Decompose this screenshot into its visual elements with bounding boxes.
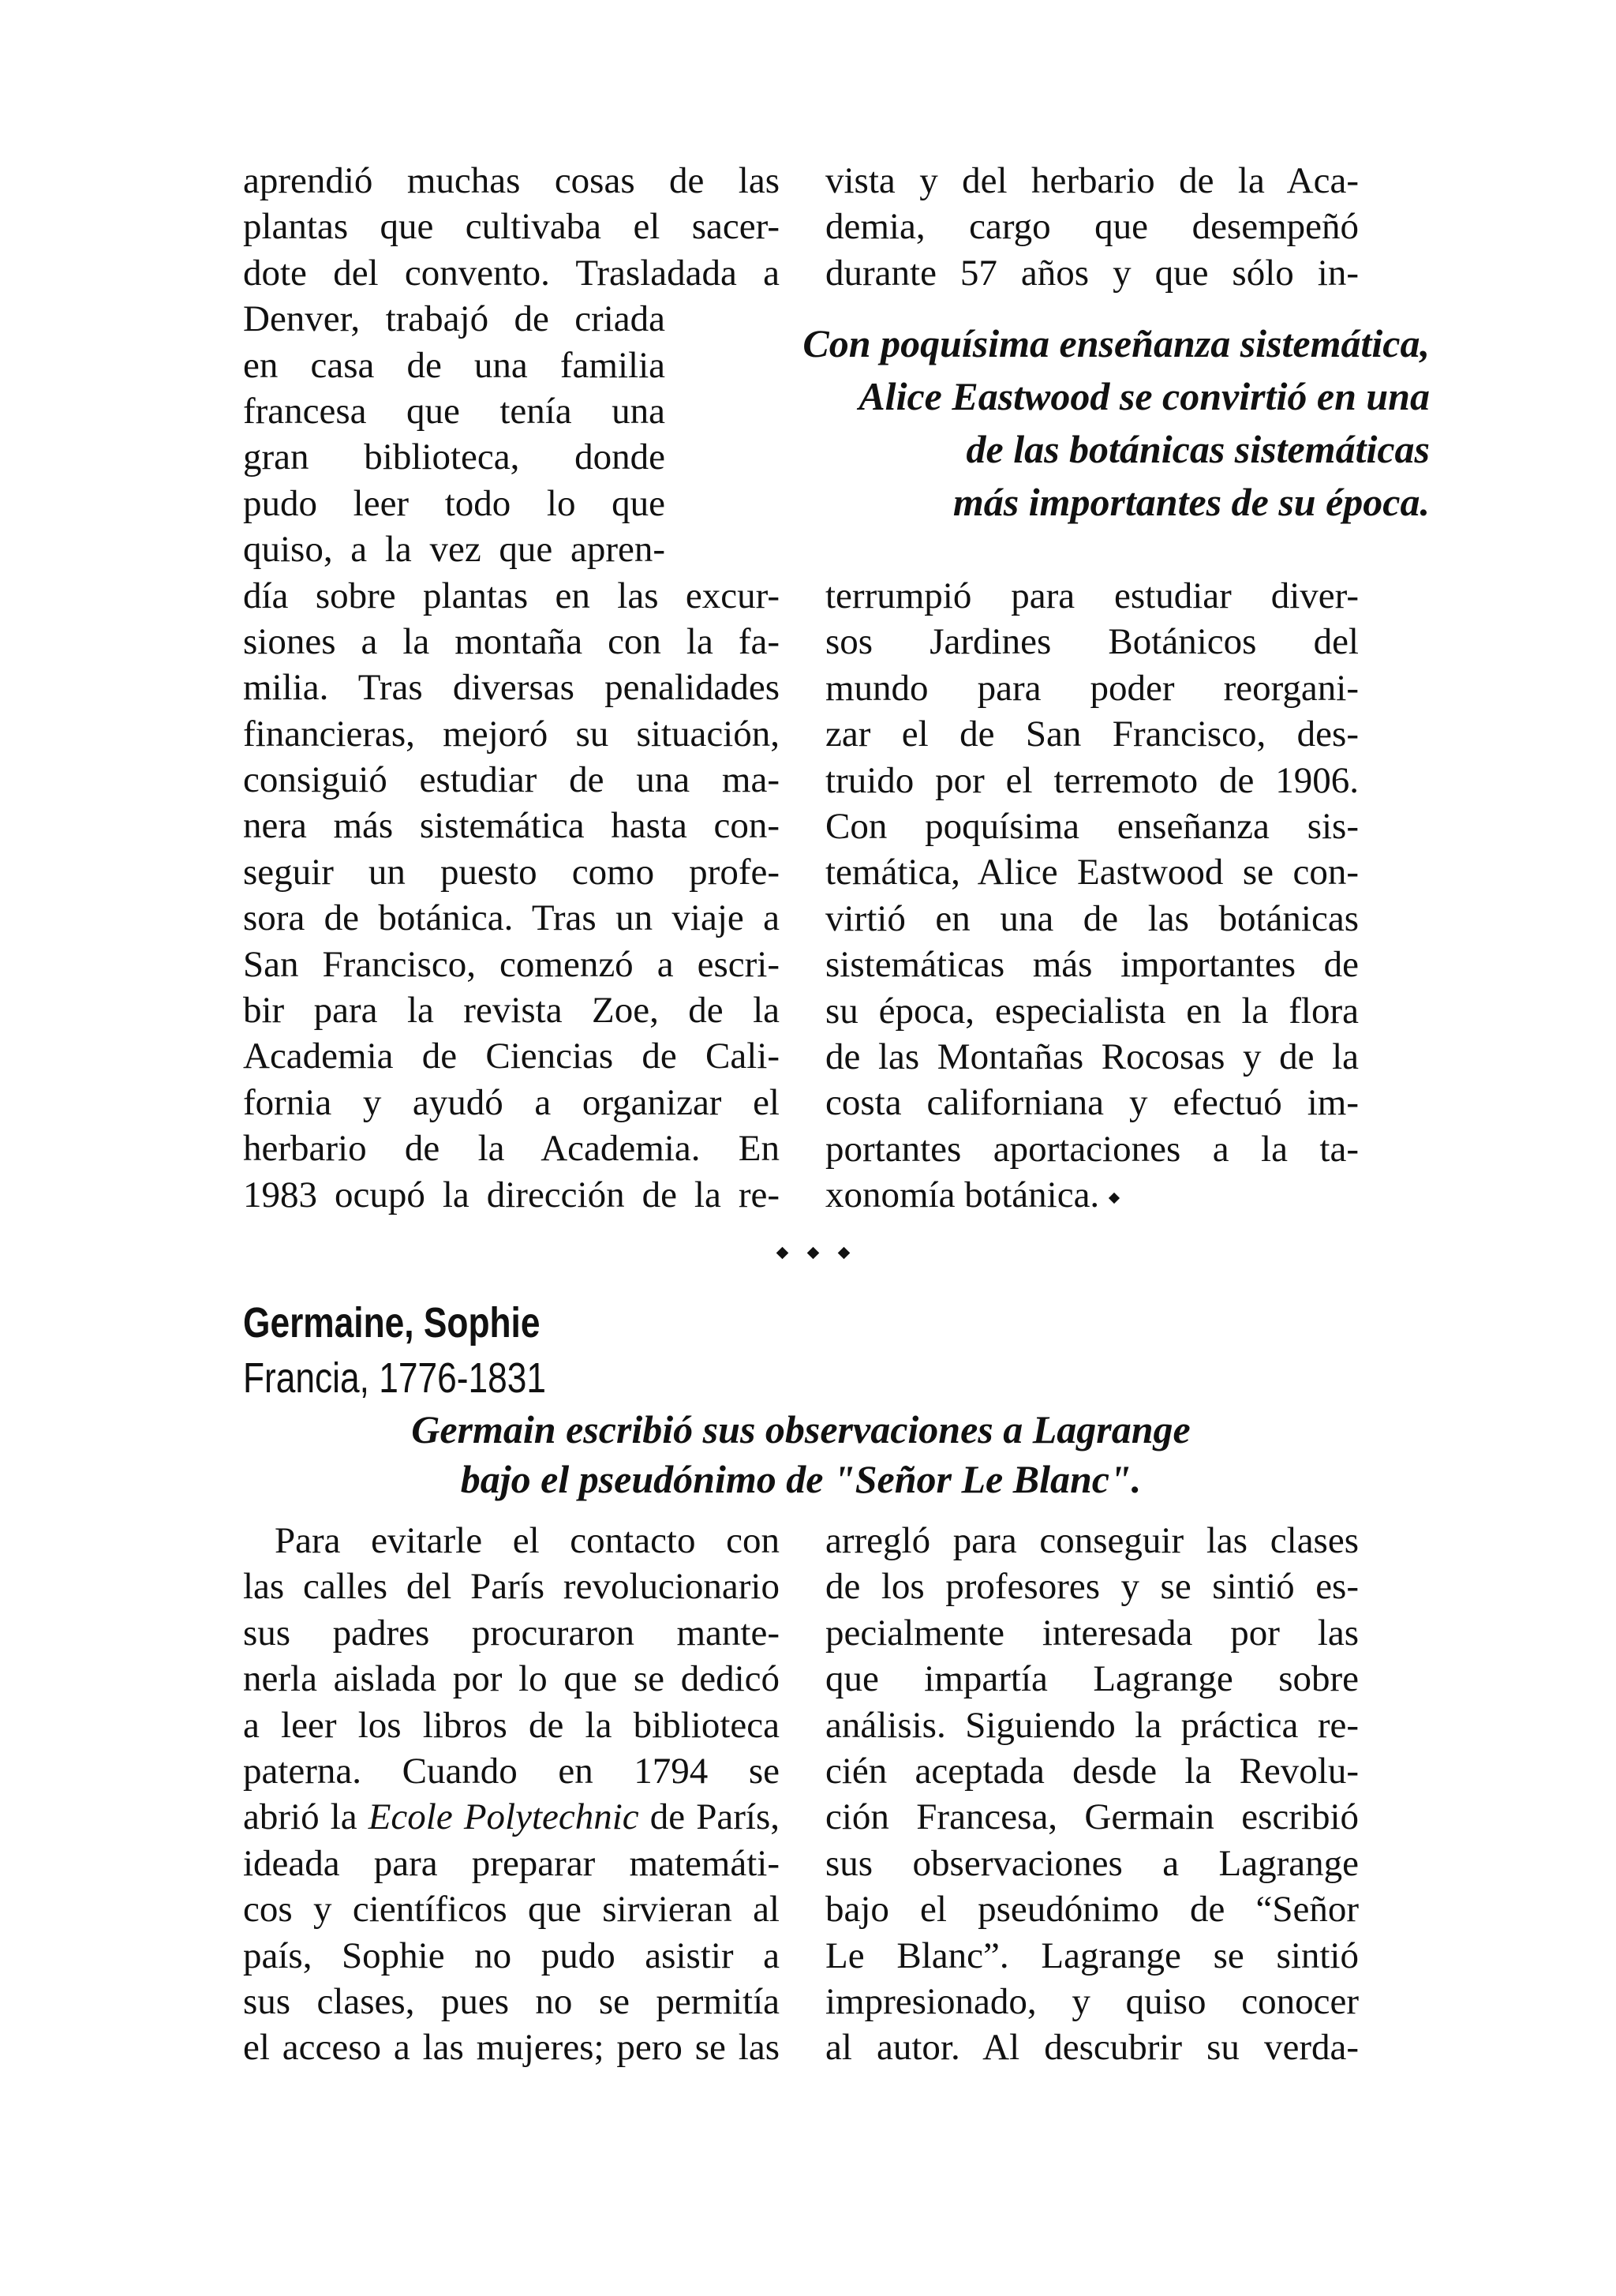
pull-quote-line: más importantes de su época. — [952, 480, 1430, 524]
text-line — [243, 1794, 780, 1840]
pull-quote-line: bajo el pseudónimo de "Señor Le Blanc". — [460, 1457, 1142, 1501]
text-line: zar el de San Francisco, des- — [825, 714, 1359, 755]
text-line: herbario de la Academia. En — [243, 1128, 780, 1170]
entry-subtitle: Francia, 1776-1831 — [243, 1354, 547, 1402]
text-line: portantes aportaciones a la ta- — [825, 1128, 1359, 1170]
text-line: arregló para conseguir las clases — [825, 1520, 1359, 1561]
text-line: San Francisco, comenzó a escri- — [243, 943, 780, 985]
text-line: sora de botánica. Tras un viaje a — [243, 897, 780, 939]
pull-quote-line: Alice Eastwood se convirtió en una — [858, 374, 1430, 418]
text-line: país, Sophie no pudo asistir a — [243, 1935, 780, 1976]
text-line: bajo el pseudónimo de “Señor — [825, 1889, 1359, 1931]
pull-quote-line: Germain escribió sus observaciones a Lagrange — [411, 1407, 1191, 1451]
germain-left-column — [243, 1518, 780, 2071]
text-line: pecialmente interesada por las — [825, 1612, 1359, 1654]
text-line: costa californiana y efectuó im- — [825, 1082, 1359, 1124]
text-line: durante 57 años y que sólo in- — [825, 252, 1359, 294]
text-line: Le Blanc”. Lagrange se sintió — [825, 1935, 1359, 1976]
text-line: truido por el terremoto de 1906. — [825, 759, 1359, 801]
end-of-article-diamond-icon — [1109, 1193, 1120, 1204]
text-line: milia. Tras diversas penalidades — [243, 667, 780, 709]
germain-pull-quote — [243, 1405, 1359, 1504]
text-fragment: abrió la — [243, 1796, 368, 1838]
text-line: paterna. Cuando en 1794 se — [243, 1750, 780, 1792]
pull-quote-line: de las botánicas sistemáticas — [966, 427, 1430, 471]
text-line: dote del convento. Trasladada a — [243, 252, 780, 294]
text-line: sos Jardines Botánicos del — [825, 621, 1359, 663]
text-line: 1983 ocupó la dirección de la re- — [243, 1174, 780, 1215]
text-line: Para evitarle el contacto con — [275, 1520, 780, 1561]
text-line: financieras, mejoró su situación, — [243, 713, 780, 755]
text-line: bir para la revista Zoe, de la — [243, 990, 780, 1032]
pull-quote-line: Con poquísima enseñanza sistemática, — [802, 321, 1430, 365]
diamond-icon — [776, 1247, 788, 1260]
eastwood-right-column-bottom — [825, 573, 1359, 1218]
eastwood-pull-quote — [694, 317, 1430, 529]
text-line: mundo para poder reorgani- — [825, 667, 1359, 709]
text-line: sus padres procuraron mante- — [243, 1612, 780, 1654]
text-line: el acceso a las mujeres; pero se las — [243, 2027, 780, 2069]
text-line: gran biblioteca, donde — [243, 436, 665, 478]
text-line-content: xonomía botánica. — [825, 1174, 1100, 1216]
text-line: quiso, a la vez que apren- — [243, 529, 665, 571]
text-line: su época, especialista en la flora — [825, 990, 1359, 1032]
text-line: Academia de Ciencias de Cali- — [243, 1036, 780, 1077]
text-line: sus observaciones a Lagrange — [825, 1842, 1359, 1884]
text-line: siones a la montaña con la fa- — [243, 620, 780, 662]
text-line: demia, cargo que desempeñó — [825, 206, 1359, 248]
text-line: a leer los libros de la biblioteca — [243, 1704, 780, 1746]
text-line: sus clases, pues no se permitía — [243, 1980, 780, 2022]
text-line: sistemáticas más importantes de — [825, 944, 1359, 986]
text-line: terrumpió para estudiar diver- — [825, 575, 1359, 616]
text-line — [825, 1172, 1359, 1218]
text-line: ideada para preparar matemáti- — [243, 1842, 780, 1884]
text-line: nerla aislada por lo que se dedicó — [243, 1658, 780, 1700]
text-line: Denver, trabajó de criada — [243, 298, 665, 340]
text-line: de los profesores y se sintió es- — [825, 1566, 1359, 1608]
text-line: las calles del París revolucionario — [243, 1566, 780, 1608]
entry-name: Germaine, Sophie — [243, 1299, 541, 1347]
text-line: al autor. Al descubrir su verda- — [825, 2027, 1359, 2069]
text-line: día sobre plantas en las excur- — [243, 575, 780, 616]
text-line: impresionado, y quiso conocer — [825, 1980, 1359, 2022]
text-line: Con poquísima enseñanza sis- — [825, 805, 1359, 847]
text-fragment: de París, — [638, 1796, 780, 1838]
text-line: en casa de una familia — [243, 344, 665, 386]
text-line: fornia y ayudó a organizar el — [243, 1081, 780, 1123]
diamond-icon — [806, 1247, 819, 1260]
section-divider — [758, 1245, 868, 1260]
text-line: plantas que cultivaba el sacer- — [243, 206, 780, 248]
text-line: que impartía Lagrange sobre — [825, 1658, 1359, 1700]
text-line: vista y del herbario de la Aca- — [825, 160, 1359, 201]
text-line: seguir un puesto como profe- — [243, 851, 780, 893]
text-line: cos y científicos que sirvieran al — [243, 1889, 780, 1931]
italic-title: Ecole Polytechnic — [368, 1796, 639, 1838]
text-line: nera más sistemática hasta con- — [243, 805, 780, 847]
germain-right-column — [825, 1518, 1359, 2071]
text-line: aprendió muchas cosas de las — [243, 160, 780, 201]
text-line: consiguió estudiar de una ma- — [243, 759, 780, 801]
text-line: pudo leer todo lo que — [243, 482, 665, 524]
text-line: análisis. Siguiendo la práctica re- — [825, 1704, 1359, 1746]
text-line: ción Francesa, Germain escribió — [825, 1796, 1359, 1838]
diamond-icon — [837, 1247, 850, 1260]
eastwood-right-column-top — [825, 158, 1359, 296]
text-line: virtió en una de las botánicas — [825, 897, 1359, 939]
text-line: francesa que tenía una — [243, 390, 665, 432]
text-line: de las Montañas Rocosas y de la — [825, 1036, 1359, 1077]
text-line: cién aceptada desde la Revolu- — [825, 1750, 1359, 1792]
text-line: temática, Alice Eastwood se con- — [825, 852, 1359, 893]
